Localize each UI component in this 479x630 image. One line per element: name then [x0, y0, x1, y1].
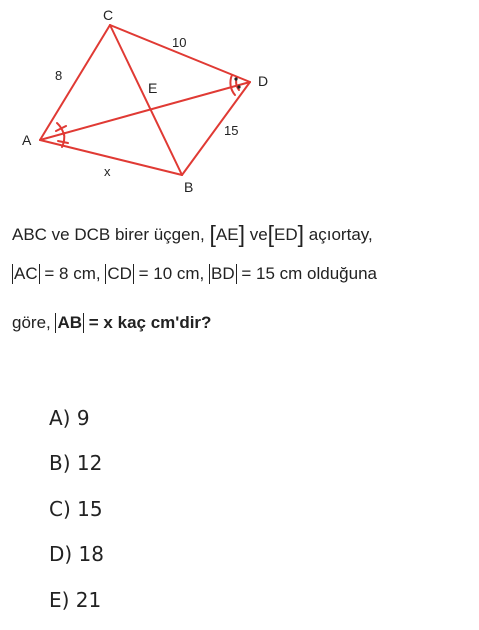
question-text: ve [249, 225, 268, 244]
segment-cd [110, 25, 250, 82]
question-ask: kaç cm'dir? [117, 313, 212, 332]
option-b[interactable]: B) 12 [49, 451, 103, 475]
value-ab: = x [88, 313, 113, 332]
question-line-1 [12, 221, 373, 248]
option-c[interactable]: C) 15 [49, 497, 103, 521]
length-label-bd: 15 [224, 123, 239, 138]
point-label-e: E [148, 80, 158, 96]
question-text: göre, [12, 313, 51, 332]
segment-ad [40, 82, 250, 140]
point-label-a: A [22, 132, 32, 148]
angle-dot-d-1 [234, 77, 237, 80]
bracket-open-icon: [ [267, 221, 275, 247]
value-cd: = 10 cm, [138, 264, 205, 283]
question-text: açıortay, [308, 225, 373, 244]
option-a[interactable]: A) 9 [49, 406, 90, 430]
bracket-close-icon: ] [297, 221, 305, 247]
segment-ab [40, 140, 182, 175]
value-bd: = 15 cm olduğuna [241, 264, 378, 283]
abs-bd: BD [211, 264, 235, 283]
length-label-cd: 10 [172, 35, 187, 50]
abs-cd: CD [107, 264, 132, 283]
point-label-c: C [103, 7, 114, 23]
abs-ac: AC [14, 264, 38, 283]
geometry-figure [0, 0, 479, 200]
option-e[interactable]: E) 21 [49, 588, 102, 612]
bracket-close-icon: ] [238, 221, 245, 247]
length-label-ab: x [104, 164, 111, 179]
segment-ed: ED [274, 225, 298, 244]
question-line-2 [12, 264, 377, 284]
angle-tick-a-2 [58, 141, 68, 143]
point-label-b: B [184, 179, 194, 195]
value-ac: = 8 cm, [44, 264, 101, 283]
segment-db [182, 82, 250, 175]
point-label-d: D [258, 73, 269, 89]
angle-mark-d [230, 75, 235, 95]
question-line-3 [12, 313, 211, 333]
length-label-ac: 8 [55, 68, 63, 83]
abs-ab: AB [57, 313, 83, 332]
option-d[interactable]: D) 18 [49, 542, 105, 566]
segment-ae: AE [215, 225, 239, 244]
angle-dot-d-2 [237, 85, 240, 88]
bracket-open-icon: [ [209, 221, 216, 247]
question-text: ABC ve DCB birer üçgen, [12, 225, 205, 244]
